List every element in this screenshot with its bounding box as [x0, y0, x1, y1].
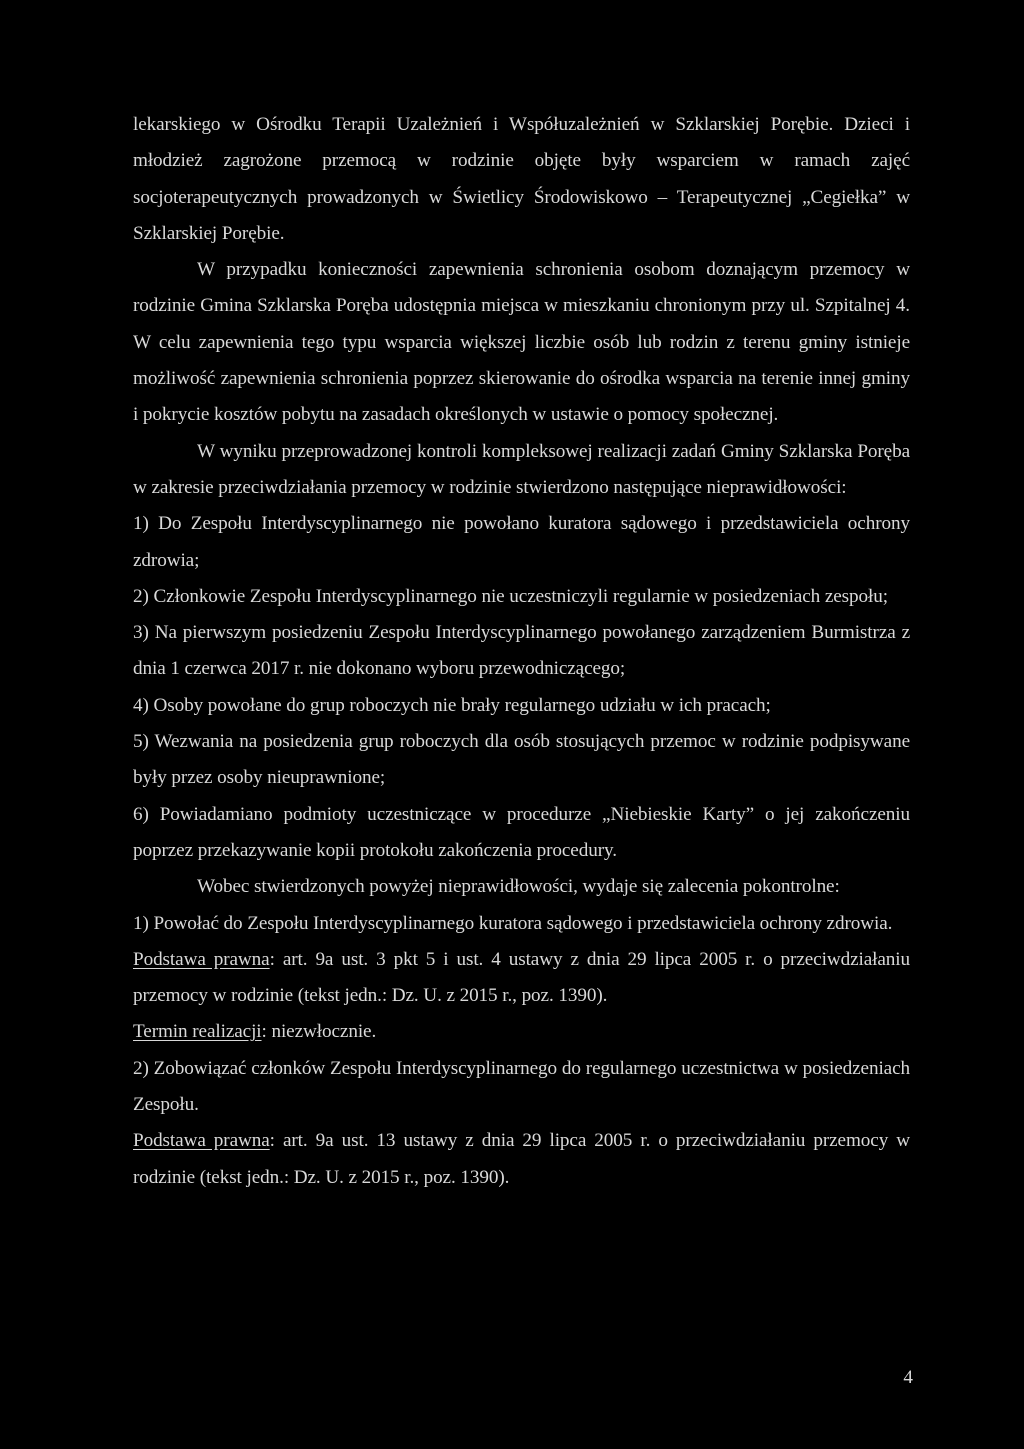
finding-item-5: 5) Wezwania na posiedzenia grup roboczych dla osób stosujących przemoc w rodzinie podpisywane były przez osoby nieuprawnione; [133, 731, 910, 789]
deadline-label: Termin realizacji [133, 1021, 262, 1043]
page-number: 4 [903, 1367, 913, 1388]
legal-basis-1 [133, 942, 910, 1015]
legal-basis-label: Podstawa prawna [133, 1130, 270, 1152]
deadline-1 [133, 1014, 910, 1050]
finding-item-3: 3) Na pierwszym posiedzeniu Zespołu Interdyscyplinarnego powołanego zarządzeniem Burmistrza z dnia 1 czerwca 2017 r. nie dokonano wyboru przewodniczącego; [133, 622, 910, 680]
legal-basis-2 [133, 1123, 910, 1196]
document-body [133, 107, 910, 1196]
deadline-text: : niezwłocznie. [261, 1021, 377, 1043]
recommendation-item-2: 2) Zobowiązać członków Zespołu Interdyscyplinarnego do regularnego uczestnictwa w posiedzeniach Zespołu. [133, 1057, 910, 1116]
recommendation-item-1: 1) Powołać do Zespołu Interdyscyplinarnego kuratora sądowego i przedstawiciela ochrony zdrowia. [133, 912, 893, 934]
paragraph-recommendations-intro: Wobec stwierdzonych powyżej nieprawidłowości, wydaje się zalecenia pokontrolne: [197, 876, 840, 898]
finding-item-1: 1) Do Zespołu Interdyscyplinarnego nie powołano kuratora sądowego i przedstawiciela ochrony zdrowia; [133, 513, 910, 571]
legal-basis-label: Podstawa prawna [133, 948, 270, 970]
paragraph-shelter: W przypadku konieczności zapewnienia schronienia osobom doznającym przemocy w rodzinie Gmina Szklarska Poręba udostępnia miejsca w mieszkaniu chronionym przy ul. Szpitalnej 4. W celu zapewnienia tego typu wsparcia większej liczbie osób lub rodzin z terenu gminy istnieje możliwość zapewnienia schronienia poprzez skierowanie do ośrodka wsparcia na terenie innej gminy i pokrycie kosztów pobytu na zasadach określonych w ustawie o pomocy społecznej. [133, 259, 910, 426]
finding-item-6: 6) Powiadamiano podmioty uczestniczące w procedurze „Niebieskie Karty” o jej zakończeniu poprzez przekazywanie kopii protokołu zakończenia procedury. [133, 803, 910, 861]
legal-basis-text: : art. 9a ust. 13 ustawy z dnia 29 lipca 2005 r. o przeciwdziałaniu przemocy w rodzinie (tekst jedn.: Dz. U. z 2015 r., poz. 1390). [133, 1130, 911, 1188]
finding-item-4: 4) Osoby powołane do grup roboczych nie brały regularnego udziału w ich pracach; [133, 694, 771, 716]
legal-basis-text: : art. 9a ust. 3 pkt 5 i ust. 4 ustawy z dnia 29 lipca 2005 r. o przeciwdziałaniu przemocy w rodzinie (tekst jedn.: Dz. U. z 2015 r., poz. 1390). [133, 948, 910, 1007]
finding-item-2: 2) Członkowie Zespołu Interdyscyplinarnego nie uczestniczyli regularnie w posiedzeniach zespołu; [133, 585, 888, 607]
paragraph-findings-intro: W wyniku przeprowadzonej kontroli kompleksowej realizacji zadań Gminy Szklarska Poręba w zakresie przeciwdziałania przemocy w rodzinie stwierdzono następujące nieprawidłowości: [133, 440, 910, 498]
paragraph-intro-continuation: lekarskiego w Ośrodku Terapii Uzależnień i Współuzależnień w Szklarskiej Porębie. Dzieci i młodzież zagrożone przemocą w rodzinie objęte były wsparciem w ramach zajęć socjoterapeutycznych prowadzonych w Świetlicy Środowiskowo – Terapeutycznej „Cegiełka” w Szklarskiej Porębie. [133, 114, 910, 244]
